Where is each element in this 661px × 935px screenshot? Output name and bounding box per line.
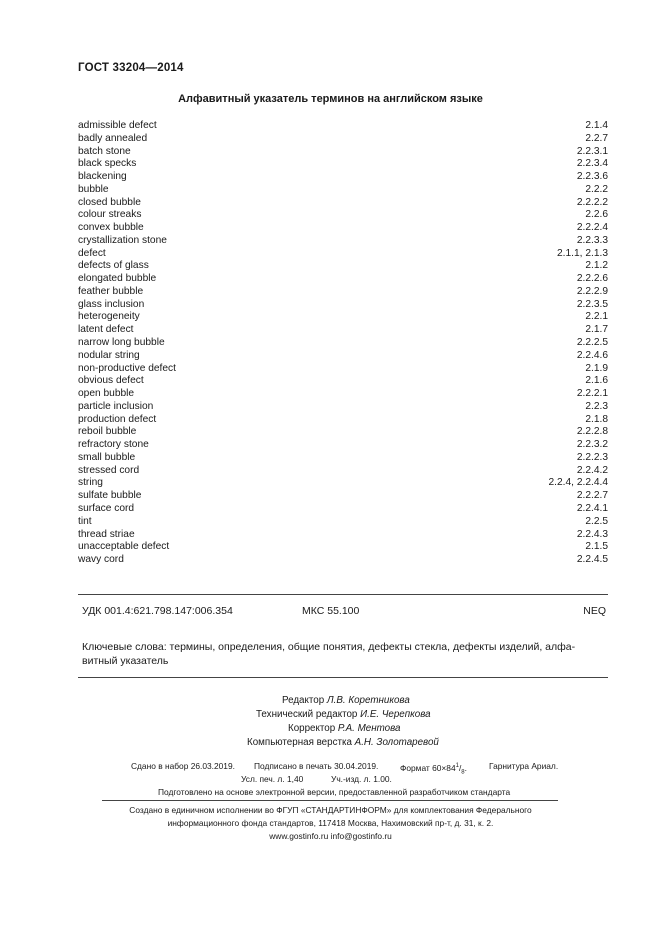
term-row bbox=[78, 299, 608, 312]
term-row bbox=[78, 235, 608, 248]
term-name: defect bbox=[78, 247, 106, 259]
term-name: unacceptable defect bbox=[78, 541, 170, 553]
term-row bbox=[78, 363, 608, 376]
term-reference: 2.1.7 bbox=[585, 324, 608, 336]
term-row bbox=[78, 248, 608, 261]
term-name: admissible defect bbox=[78, 120, 157, 131]
credit-corrector bbox=[288, 722, 400, 736]
equivalence-degree: NEQ bbox=[583, 605, 606, 617]
term-row bbox=[78, 197, 608, 210]
tech-editor-label: Технический редактор bbox=[256, 709, 358, 720]
keywords-rule-bottom bbox=[78, 677, 608, 678]
keywords-block bbox=[82, 640, 606, 668]
prepared-note: Подготовлено на основе электронной версии, предоставленной разработчиком стандарта bbox=[158, 787, 511, 797]
term-row bbox=[78, 286, 608, 299]
term-row bbox=[78, 133, 608, 146]
term-reference: 2.2.2.4 bbox=[576, 222, 608, 234]
term-reference: 2.2.2.6 bbox=[576, 273, 608, 285]
term-row bbox=[78, 209, 608, 222]
credit-tech-editor bbox=[256, 708, 431, 722]
term-name: open bubble bbox=[78, 388, 135, 400]
term-row bbox=[78, 260, 608, 273]
term-name: non-productive defect bbox=[78, 362, 176, 374]
term-row bbox=[78, 222, 608, 235]
term-row bbox=[78, 120, 608, 133]
term-reference: 2.2.3.4 bbox=[576, 158, 608, 170]
publishing-sheets: Уч.-изд. л. 1.00. bbox=[331, 774, 392, 784]
term-name: convex bubble bbox=[78, 222, 144, 234]
submitted-date: Сдано в набор 26.03.2019. bbox=[131, 761, 235, 771]
term-row bbox=[78, 146, 608, 159]
term-reference: 2.2.2.3 bbox=[576, 451, 608, 463]
publisher-rule-top bbox=[102, 800, 558, 801]
term-reference: 2.2.4, 2.2.4.4 bbox=[548, 477, 608, 489]
term-name: narrow long bubble bbox=[78, 337, 165, 349]
term-reference: 2.2.1 bbox=[585, 311, 608, 323]
term-reference: 2.2.4.6 bbox=[576, 349, 608, 361]
term-row bbox=[78, 541, 608, 554]
publisher-line-2: информационного фонда стандартов, 117418 Москва, Нахимовский пр-т, д. 31, к. 2. bbox=[167, 818, 494, 828]
signed-date: Подписано в печать 30.04.2019. bbox=[254, 761, 379, 771]
term-name: badly annealed bbox=[78, 132, 148, 144]
index-title: Алфавитный указатель терминов на английском языке bbox=[178, 93, 483, 105]
term-reference: 2.1.5 bbox=[585, 541, 608, 553]
term-row bbox=[78, 465, 608, 478]
term-reference: 2.2.2.8 bbox=[576, 426, 608, 438]
term-name: refractory stone bbox=[78, 439, 149, 451]
term-reference: 2.2.4.5 bbox=[576, 554, 608, 566]
term-name: defects of glass bbox=[78, 260, 149, 272]
term-reference: 2.1.1, 2.1.3 bbox=[557, 247, 608, 259]
print-format bbox=[400, 760, 467, 779]
credit-editor bbox=[282, 694, 410, 708]
term-row bbox=[78, 439, 608, 452]
format-denominator: 8 bbox=[461, 769, 465, 776]
term-row bbox=[78, 503, 608, 516]
term-row bbox=[78, 311, 608, 324]
term-reference: 2.2.3.5 bbox=[576, 298, 608, 310]
term-row bbox=[78, 350, 608, 363]
term-row bbox=[78, 337, 608, 350]
term-row bbox=[78, 554, 608, 567]
term-row bbox=[78, 477, 608, 490]
term-name: feather bubble bbox=[78, 285, 144, 297]
term-row bbox=[78, 388, 608, 401]
term-name: obvious defect bbox=[78, 375, 144, 387]
term-row bbox=[78, 516, 608, 529]
credit-layout bbox=[247, 736, 439, 750]
term-name: wavy cord bbox=[78, 554, 124, 566]
format-slash: / bbox=[458, 762, 462, 773]
editor-name: Л.В. Коретникова bbox=[326, 695, 410, 706]
term-name: closed bubble bbox=[78, 196, 141, 208]
term-row bbox=[78, 529, 608, 542]
tech-editor-name: И.Е. Черепкова bbox=[360, 709, 431, 720]
term-row bbox=[78, 452, 608, 465]
term-name: batch stone bbox=[78, 145, 131, 157]
term-reference: 2.2.2 bbox=[585, 183, 608, 195]
term-name: small bubble bbox=[78, 451, 136, 463]
keywords-line-2: витный указатель bbox=[82, 655, 169, 667]
term-row bbox=[78, 401, 608, 414]
term-row bbox=[78, 426, 608, 439]
term-reference: 2.2.3 bbox=[585, 400, 608, 412]
term-reference: 2.1.9 bbox=[585, 362, 608, 374]
publisher-contacts: www.gostinfo.ru info@gostinfo.ru bbox=[269, 831, 392, 841]
term-reference: 2.1.4 bbox=[585, 120, 608, 131]
term-reference: 2.2.2.7 bbox=[576, 490, 608, 502]
term-name: blackening bbox=[78, 171, 127, 183]
term-name: stressed cord bbox=[78, 464, 140, 476]
corrector-name: Р.А. Ментова bbox=[337, 723, 401, 734]
term-name: tint bbox=[78, 515, 92, 527]
editor-label: Редактор bbox=[282, 695, 325, 706]
typeface: Гарнитура Ариал. bbox=[489, 761, 559, 771]
print-sheets: Усл. печ. л. 1,40 bbox=[241, 774, 304, 784]
term-name: surface cord bbox=[78, 502, 135, 514]
term-row bbox=[78, 171, 608, 184]
term-name: reboil bubble bbox=[78, 426, 137, 438]
term-row bbox=[78, 273, 608, 286]
term-reference: 2.2.2.9 bbox=[576, 285, 608, 297]
format-prefix: Формат 60×84 bbox=[400, 762, 456, 773]
term-reference: 2.2.6 bbox=[585, 209, 608, 221]
publisher-line-1: Создано в единичном исполнении во ФГУП «СТАНДАРТИНФОРМ» для комплектования Федерального bbox=[129, 805, 532, 815]
term-name: black specks bbox=[78, 158, 137, 170]
term-reference: 2.1.8 bbox=[585, 413, 608, 425]
term-name: particle inclusion bbox=[78, 400, 154, 412]
term-reference: 2.2.3.2 bbox=[576, 439, 608, 451]
term-reference: 2.2.2.2 bbox=[576, 196, 608, 208]
udc-code: УДК 001.4:621.798.147:006.354 bbox=[82, 605, 233, 617]
classification-rule-top bbox=[78, 594, 608, 597]
term-index-list bbox=[78, 120, 608, 567]
term-row bbox=[78, 158, 608, 171]
term-name: heterogeneity bbox=[78, 311, 140, 323]
term-reference: 2.2.7 bbox=[585, 132, 608, 144]
term-row bbox=[78, 184, 608, 197]
term-name: crystallization stone bbox=[78, 234, 167, 246]
term-reference: 2.2.5 bbox=[585, 515, 608, 527]
layout-name: А.Н. Золотаревой bbox=[354, 737, 439, 748]
keywords-line-1: Ключевые слова: термины, определения, общие понятия, дефекты стекла, дефекты изделий, алфа- bbox=[82, 641, 576, 653]
standard-number-header: ГОСТ 33204—2014 bbox=[78, 62, 184, 74]
format-suffix: . bbox=[464, 762, 467, 773]
term-reference: 2.2.2.1 bbox=[576, 388, 608, 400]
term-name: glass inclusion bbox=[78, 298, 145, 310]
term-name: production defect bbox=[78, 413, 157, 425]
term-reference: 2.2.2.5 bbox=[576, 337, 608, 349]
term-reference: 2.2.4.2 bbox=[576, 464, 608, 476]
term-reference: 2.1.2 bbox=[585, 260, 608, 272]
term-name: nodular string bbox=[78, 349, 140, 361]
layout-label: Компьютерная верстка bbox=[247, 737, 352, 748]
term-row bbox=[78, 324, 608, 337]
term-name: sulfate bubble bbox=[78, 490, 142, 502]
term-reference: 2.2.3.6 bbox=[576, 171, 608, 183]
corrector-label: Корректор bbox=[288, 723, 336, 734]
term-name: latent defect bbox=[78, 324, 134, 336]
format-numerator: 1 bbox=[455, 763, 459, 769]
term-row bbox=[78, 490, 608, 503]
term-name: string bbox=[78, 477, 103, 489]
term-reference: 2.2.4.3 bbox=[576, 528, 608, 540]
term-name: colour streaks bbox=[78, 209, 142, 221]
term-reference: 2.1.6 bbox=[585, 375, 608, 387]
term-row bbox=[78, 375, 608, 388]
publisher-block bbox=[0, 804, 661, 843]
term-reference: 2.2.3.3 bbox=[576, 234, 608, 246]
term-name: thread striae bbox=[78, 528, 135, 540]
term-reference: 2.2.4.1 bbox=[576, 502, 608, 514]
mks-code: МКС 55.100 bbox=[302, 605, 360, 617]
term-reference: 2.2.3.1 bbox=[576, 145, 608, 157]
term-row bbox=[78, 414, 608, 427]
term-name: elongated bubble bbox=[78, 273, 157, 285]
term-name: bubble bbox=[78, 183, 109, 195]
